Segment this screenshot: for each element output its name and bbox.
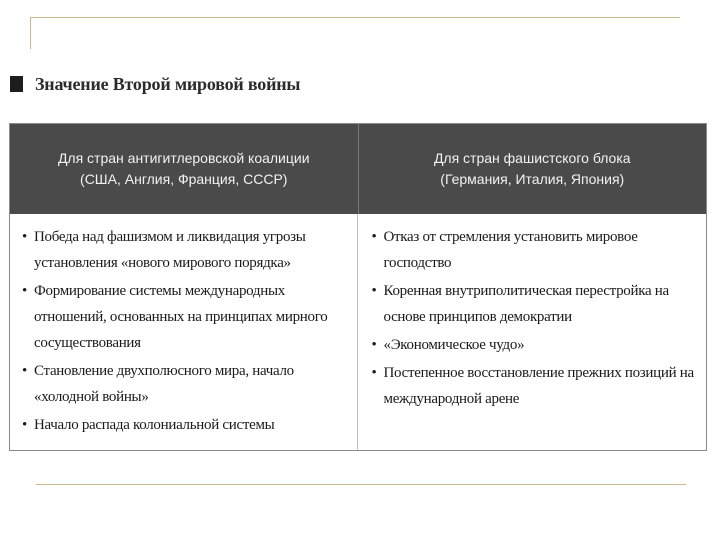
decorative-line-bottom xyxy=(36,484,686,485)
bullet-icon: • xyxy=(371,283,377,299)
bullet-icon: • xyxy=(22,417,28,433)
list-item xyxy=(372,360,697,412)
list-item-text: «Экономическое чудо» xyxy=(383,337,525,353)
table-header xyxy=(10,124,706,214)
header-axis-title: Для стран фашистского блока xyxy=(433,150,631,166)
header-cell-allies xyxy=(10,124,358,214)
decorative-line-top xyxy=(30,17,680,18)
column-allies xyxy=(10,214,357,450)
bullet-icon: • xyxy=(371,229,377,245)
header-cell-axis xyxy=(358,124,707,214)
bullet-icon: • xyxy=(22,283,28,299)
list-item-text: Начало распада колониальной системы xyxy=(34,417,275,433)
bullet-icon: • xyxy=(22,229,28,245)
header-allies-title: Для стран антигитлеровской коалиции xyxy=(57,150,310,166)
list-item xyxy=(372,332,697,358)
list-item-text: Формирование системы международных отношений, основанных на принципах мирного сосуществования xyxy=(34,283,328,351)
decorative-line-left xyxy=(30,17,31,49)
bullet-icon: • xyxy=(22,363,28,379)
list-item xyxy=(372,278,697,330)
list-item xyxy=(22,412,347,438)
slide-title: Значение Второй мировой войны xyxy=(35,73,301,94)
list-item xyxy=(22,358,347,410)
list-item-text: Победа над фашизмом и ликвидация угрозы установления «нового мирового порядка» xyxy=(34,229,306,271)
list-item xyxy=(372,224,697,276)
table-body xyxy=(10,214,706,450)
comparison-table xyxy=(9,123,707,451)
bullet-icon: • xyxy=(371,365,377,381)
slide-title-row xyxy=(10,72,300,96)
header-allies-countries: (США, Англия, Франция, СССР) xyxy=(80,171,288,187)
bullet-icon: • xyxy=(371,337,377,353)
column-axis xyxy=(357,214,707,450)
list-item xyxy=(22,224,347,276)
header-axis-countries: (Германия, Италия, Япония) xyxy=(440,171,625,187)
list-item-text: Становление двухполюсного мира, начало «холодной войны» xyxy=(34,363,294,405)
list-item-text: Коренная внутриполитическая перестройка на основе принципов демократии xyxy=(383,283,669,325)
list-item-text: Отказ от стремления установить мировое господство xyxy=(383,229,638,271)
list-item xyxy=(22,278,347,356)
list-item-text: Постепенное восстановление прежних позиций на международной арене xyxy=(383,365,694,407)
title-bullet-icon xyxy=(10,76,23,92)
